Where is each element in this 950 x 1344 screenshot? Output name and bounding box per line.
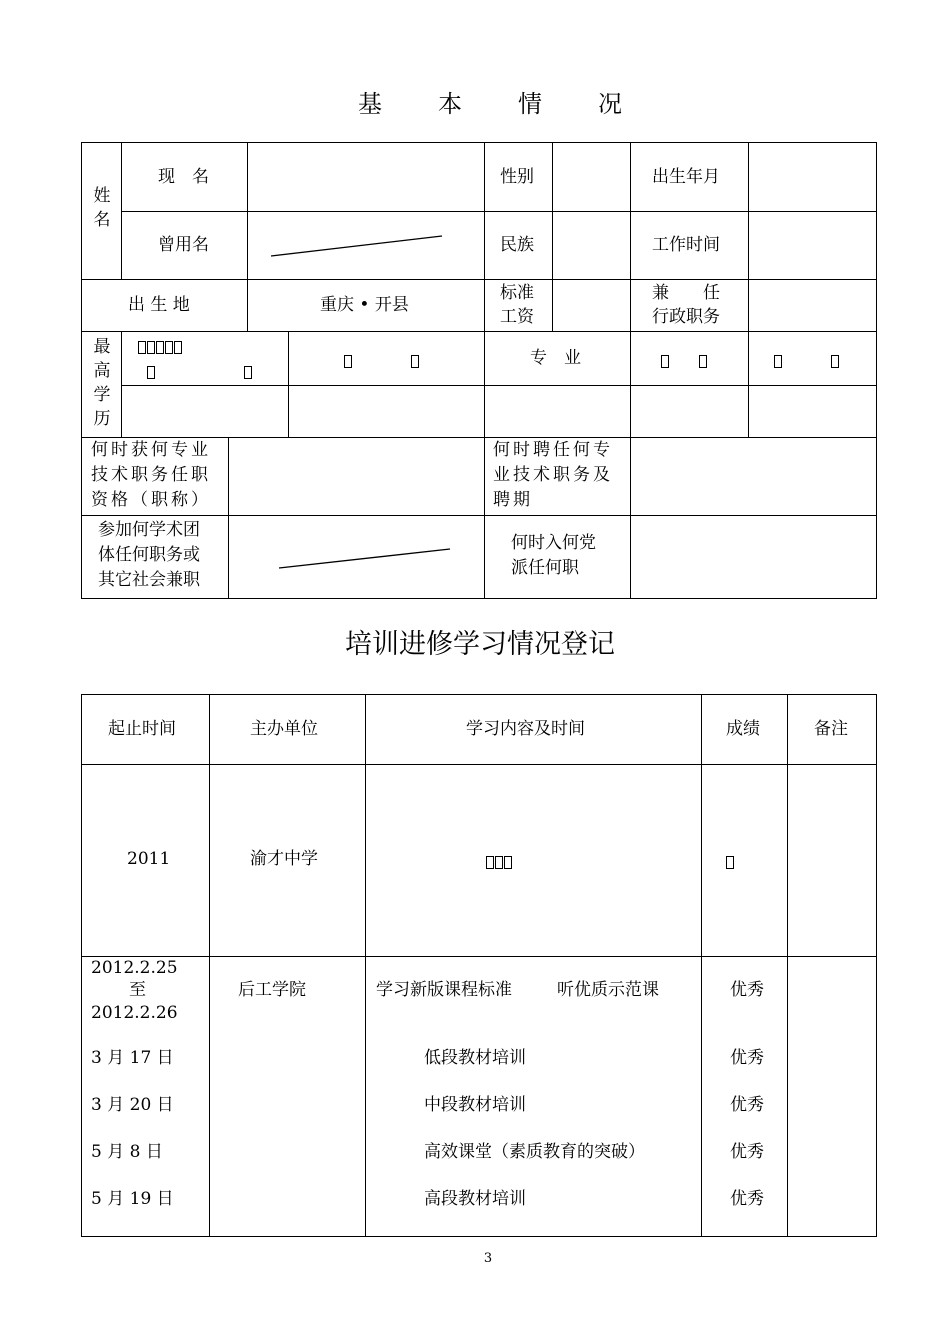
entry-grade: 优秀	[730, 1048, 764, 1068]
header-remarks: 备注	[814, 719, 848, 739]
training-title: 培训进修学习情况登记	[345, 629, 615, 660]
title-char-3: 情	[518, 90, 542, 118]
row2-time-to: 至	[129, 980, 146, 1000]
row2-content-b: 听优质示范课	[557, 980, 659, 1000]
header-period: 起止时间	[108, 719, 176, 739]
title-time-label: 何时获何专业技术职务任职资格（职称）	[91, 440, 211, 510]
association-label-line2: 体任何职务或	[98, 545, 200, 565]
page-number: 3	[483, 1251, 493, 1266]
entry-content: 高段教材培训	[424, 1189, 526, 1209]
row2-content-a: 学习新版课程标准	[376, 980, 512, 1000]
current-name-label: 现 名	[158, 167, 209, 187]
missing-glyph-box	[774, 351, 783, 370]
birth-label: 出生年月	[652, 167, 720, 187]
entry-time: 3 月 20 日	[91, 1095, 174, 1115]
title-char-1: 基	[358, 90, 382, 118]
entry-content: 中段教材培训	[424, 1095, 526, 1115]
missing-glyph-box	[344, 351, 353, 370]
salary-label-line1: 标准	[500, 283, 534, 303]
entry-grade: 优秀	[730, 1189, 764, 1209]
entry-time: 3 月 17 日	[91, 1048, 174, 1068]
major-label: 专 业	[530, 348, 581, 368]
row2-time-end: 2012.2.26	[91, 1003, 178, 1023]
entry-content: 高效课堂（素质教育的突破）	[424, 1142, 645, 1162]
row1-time: 2011	[127, 849, 171, 869]
entry-grade: 优秀	[730, 1142, 764, 1162]
missing-glyph-boxes	[486, 852, 513, 871]
header-grade: 成绩	[726, 719, 760, 739]
association-label-line1: 参加何学术团	[98, 520, 200, 540]
row1-org: 渝才中学	[250, 849, 318, 869]
hire-label: 何时聘任何专业技术职务及聘期	[493, 440, 613, 510]
former-name-strike	[271, 236, 442, 256]
birthplace-label: 出 生 地	[128, 295, 190, 315]
former-name-label: 曾用名	[158, 235, 209, 255]
party-label-line2: 派任何职	[511, 558, 579, 578]
missing-glyph-box	[699, 351, 708, 370]
missing-glyph-box	[244, 362, 253, 381]
row2-grade: 优秀	[730, 980, 764, 1000]
salary-label-line2: 工资	[500, 307, 534, 327]
title-char-4: 况	[598, 90, 622, 118]
row2-time-start: 2012.2.25	[91, 958, 178, 978]
entry-time: 5 月 8 日	[91, 1142, 163, 1162]
entry-time: 5 月 19 日	[91, 1189, 174, 1209]
work-time-label: 工作时间	[652, 235, 720, 255]
header-content: 学习内容及时间	[466, 719, 585, 739]
ethnicity-label: 民族	[500, 235, 534, 255]
admin-label-line1: 兼 任	[652, 283, 720, 303]
admin-label-line2: 行政职务	[652, 307, 720, 327]
gender-label: 性别	[500, 167, 534, 187]
header-organizer: 主办单位	[250, 719, 318, 739]
association-label-line3: 其它社会兼职	[98, 570, 200, 590]
missing-glyph-boxes	[138, 337, 183, 356]
education-label: 最高学历	[93, 337, 111, 429]
title-char-2: 本	[438, 90, 462, 118]
association-strike	[279, 549, 450, 568]
party-label-line1: 何时入何党	[511, 533, 596, 553]
entry-grade: 优秀	[730, 1095, 764, 1115]
missing-glyph-box	[661, 351, 670, 370]
missing-glyph-box	[411, 351, 420, 370]
missing-glyph-box	[147, 362, 156, 381]
row2-org: 后工学院	[238, 980, 306, 1000]
name-label: 姓名	[93, 186, 111, 230]
birthplace-value: 重庆 • 开县	[320, 295, 409, 315]
entry-content: 低段教材培训	[424, 1048, 526, 1068]
missing-glyph-box	[831, 351, 840, 370]
missing-glyph-box	[726, 852, 735, 871]
